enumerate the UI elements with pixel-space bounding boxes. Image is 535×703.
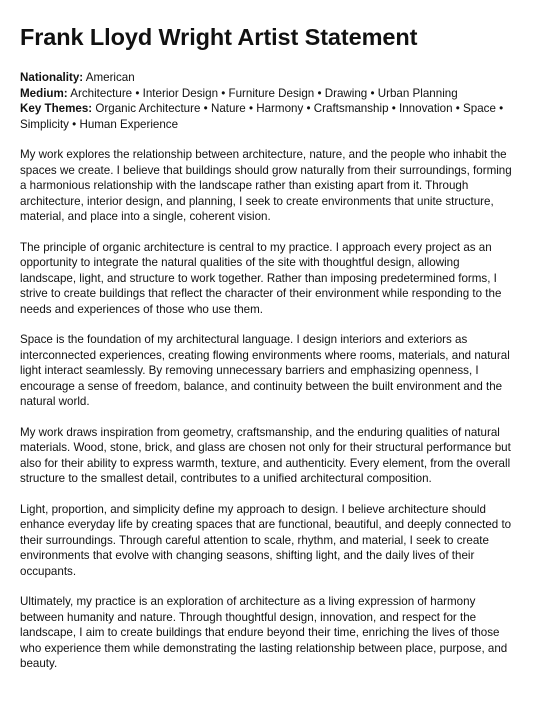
meta-value: Architecture • Interior Design • Furniture Design • Drawing • Urban Planning (70, 86, 458, 100)
meta-value: American (85, 71, 135, 84)
meta-value: Organic Architecture • Nature • Harmony • Craftsmanship • Innovation • Space • Simplicity • Human Experience (20, 102, 504, 131)
meta-label: Key Themes: (20, 102, 93, 115)
meta-label: Medium: (20, 86, 68, 100)
paragraph: Space is the foundation of my architectural language. I design interiors and exteriors as interconnected experiences, creating flowing environments where rooms, materials, and natural light interact seamlessly. By removing unnecessary barriers and emphasizing openness, I encourage a sense of freedom, balance, and continuity between the built environment and the natural world. (20, 333, 510, 408)
meta-medium (20, 86, 516, 102)
meta-key-themes (20, 101, 516, 132)
paragraph: My work draws inspiration from geometry, craftsmanship, and the enduring qualities of natural materials. Wood, stone, brick, and glass are chosen not only for their structural performance but also for their ability to express warmth, texture, and authenticity. Every element, from the overall structure to the smallest detail, contributes to a unified architectural composition. (20, 425, 511, 485)
statement-body (20, 147, 516, 672)
metadata-block (20, 70, 516, 132)
paragraph: Ultimately, my practice is an exploration of architecture as a living expression of harmony between humanity and nature. Through thoughtful design, innovation, and respect for the landscape, I aim to create buildings that endure beyond their time, enriching the lives of those who experience them while demonstrating the lasting relationship between place, purpose, and beauty. (20, 595, 508, 670)
document-page (20, 22, 516, 687)
paragraph: The principle of organic architecture is central to my practice. I approach every project as an opportunity to integrate the natural qualities of the site with thoughtful design, allowing landscape, light, and structure to work together. Rather than imposing predetermined forms, I strive to create buildings that reflect the character of their environment while responding to the needs and experiences of those who use them. (20, 240, 502, 316)
paragraph: My work explores the relationship between architecture, nature, and the people who inhabit the spaces we create. I believe that buildings should grow naturally from their surroundings, forming a harmonious relationship with the landscape rather than existing apart from it. Through architecture, interior design, and planning, I seek to create environments that unite structure, material, and place into a single, coherent vision. (20, 148, 512, 223)
document-title: Frank Lloyd Wright Artist Statement (20, 24, 418, 50)
meta-label: Nationality: (20, 71, 84, 84)
meta-nationality (20, 70, 516, 86)
paragraph: Light, proportion, and simplicity define my approach to design. I believe architecture should enhance everyday life by creating spaces that are functional, beautiful, and deeply connected to their surroundings. Through careful attention to scale, rhythm, and material, I seek to create environments that evolve with changing seasons, shifting light, and the daily lives of their occupants. (20, 502, 512, 578)
